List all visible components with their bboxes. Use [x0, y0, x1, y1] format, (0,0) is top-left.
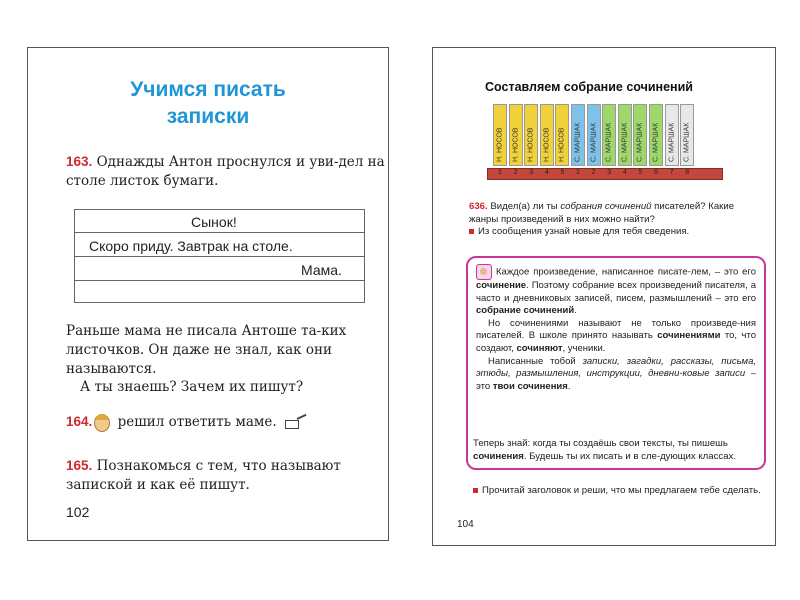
- info-p3-term: твои сочинения: [492, 380, 568, 392]
- book-number: 5: [638, 169, 643, 176]
- book-number: 4: [544, 169, 549, 176]
- info-p1-c: . Поэтому собрание всех произведений писателя, а часто и дневниковых записей, писем, размышлений – это его: [476, 280, 756, 304]
- book-number: 3: [529, 169, 534, 176]
- section-title: Составляем собрание сочинений: [485, 80, 693, 94]
- book-spine: С. МАРШАК: [571, 104, 585, 166]
- book-spine: С. МАРШАК: [680, 104, 694, 166]
- book-number: 5: [560, 169, 565, 176]
- note-body: Скоро приду. Завтрак на столе.: [89, 238, 293, 254]
- book-number: 1: [498, 169, 502, 176]
- page-number: 104: [457, 519, 474, 530]
- exercise-164: [66, 412, 386, 432]
- exercise-636: [469, 201, 765, 239]
- task-2-text: Прочитай заголовок и реши, что мы предлагаем тебе сделать.: [482, 485, 761, 496]
- conclusion-a: Теперь знай: когда ты создаёшь свои тексты, ты пишешь: [473, 438, 728, 449]
- info-p2-term2: сочиняют: [516, 342, 563, 354]
- bullet-icon: [473, 488, 478, 493]
- info-p2-e: , ученики.: [562, 342, 606, 354]
- paragraph: Раньше мама не писала Антоше та-ких листочков. Он даже не знал, как они называются.: [66, 323, 347, 377]
- book-number: 8: [685, 169, 690, 176]
- exercise-636-term: собрания сочинений: [560, 201, 652, 212]
- note-signature: Мама.: [301, 262, 342, 278]
- exercise-165-number: 165.: [66, 458, 93, 473]
- exercise-636-task: Из сообщения узнай новые для тебя сведения.: [478, 226, 690, 237]
- book-spine: Н. НОСОВ: [540, 104, 554, 166]
- book-number: 2: [591, 169, 596, 176]
- info-paragraph-2: [476, 318, 756, 356]
- book-spine: Н. НОСОВ: [493, 104, 507, 166]
- task-2: [473, 485, 765, 498]
- info-p2-a: Но сочинениями называют не только произведе-ния писателей. В школе принято называть: [476, 317, 756, 342]
- exercise-163-text: Однажды Антон проснулся и уви-дел на столе листок бумаги.: [66, 154, 385, 189]
- book-number: 3: [607, 169, 612, 176]
- exercise-164-number: 164.: [66, 414, 93, 429]
- info-p3-c: – это: [476, 368, 757, 392]
- note-card: [74, 209, 365, 303]
- book-number: 2: [513, 169, 518, 176]
- book-spine: С. МАРШАК: [602, 104, 616, 166]
- book-spine: С. МАРШАК: [665, 104, 679, 166]
- exercise-636-number: 636.: [469, 201, 488, 212]
- conclusion-term: сочинения: [473, 450, 524, 462]
- info-p1-term2: собрание сочинений: [476, 305, 575, 317]
- lesson-title-line1: Учимся писать: [130, 78, 286, 101]
- exercise-165: [66, 456, 386, 495]
- info-p1-a: Каждое произведение, написанное писате-лем, – это его: [496, 266, 756, 278]
- bookshelf-illustration: [487, 104, 723, 194]
- book-spine: Н. НОСОВ: [509, 104, 523, 166]
- book-spine: С. МАРШАК: [633, 104, 647, 166]
- left-page: [27, 47, 389, 541]
- info-p2-c: то, что создают,: [476, 330, 756, 354]
- exercise-163: [66, 152, 386, 191]
- info-paragraph-3: Написанные тобой записки, загадки, рассказы, письма, этюды, размышления, инструкции, дневни-ковые записи – это твои сочинения.: [476, 355, 757, 392]
- info-p3-list: записки, загадки, рассказы, письма, этюды, размышления, инструкции, дневни-ковые записи: [476, 355, 756, 380]
- book-spine: С. МАРШАК: [587, 104, 601, 166]
- book-spine: С. МАРШАК: [618, 104, 632, 166]
- book-number: 4: [622, 169, 627, 176]
- exercise-636-text-c: писателей? Какие жанры произведений в них можно найти?: [469, 201, 735, 225]
- bullet-icon: [469, 229, 474, 234]
- exercise-636-text-a: Видел(а) ли ты: [490, 201, 558, 212]
- lesson-title-line2: записки: [166, 105, 250, 128]
- book-spine: Н. НОСОВ: [524, 104, 538, 166]
- conclusion-c: . Будешь ты их писать и в сле-дующих классах.: [523, 450, 737, 462]
- book-number: 1: [576, 169, 580, 176]
- write-pencil-icon: [285, 418, 307, 428]
- exercise-164-text: решил ответить маме.: [117, 414, 277, 430]
- conclusion: [473, 438, 765, 463]
- exercise-163-number: 163.: [66, 154, 93, 169]
- question: А ты знаешь? Зачем их пишут?: [80, 379, 304, 395]
- info-p2-term1: сочинениями: [657, 330, 721, 342]
- page-number: 102: [66, 504, 90, 520]
- info-paragraph-1: Каждое произведение, написанное писате-лем, – это его сочинение. Поэтому собрание всех произведений писателя, а часто и дневниковых записей, писем, размышлений – это его собрание сочинений.: [476, 264, 756, 318]
- exercise-165-text: Познакомься с тем, что называют запиской и как её пишут.: [66, 458, 341, 493]
- boy-icon: [94, 414, 110, 432]
- book-spine: С. МАРШАК: [649, 104, 663, 166]
- info-icon: [476, 264, 492, 280]
- right-page: [432, 47, 776, 546]
- note-greeting: Сынок!: [191, 214, 237, 230]
- info-p1-term1: сочинение: [476, 280, 527, 291]
- info-p3-a: Написанные тобой: [488, 355, 576, 367]
- book-number: 7: [669, 169, 674, 176]
- book-spine: Н. НОСОВ: [555, 104, 569, 166]
- book-number: 6: [654, 169, 658, 176]
